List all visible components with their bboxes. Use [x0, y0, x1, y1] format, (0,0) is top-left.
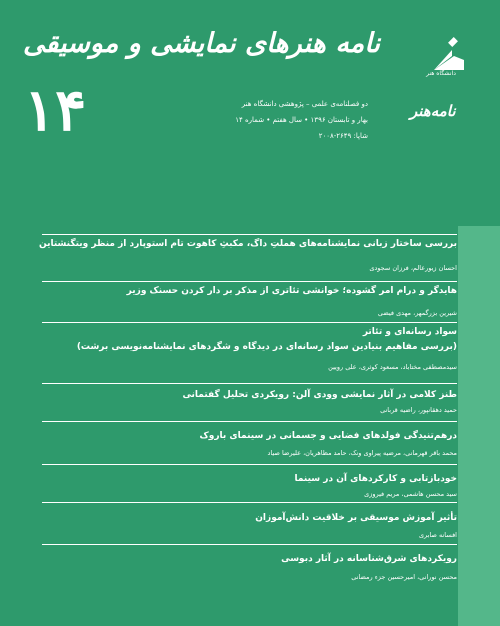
- article-authors: حمید دهقانپور، راضیه قربانی: [380, 406, 457, 414]
- article-title: تأثیر آموزش موسیقی بر خلاقیت دانش‌آموزان: [255, 513, 457, 523]
- article-title: رویکردهای شرق‌شناسانه در آثار دبوسی: [281, 554, 457, 564]
- divider: [42, 234, 457, 235]
- article-title: خودبازتابی و کارکردهای آن در سینما: [294, 474, 457, 484]
- divider: [42, 502, 457, 503]
- article-title: طنز کلامی در آثار نمایشی وودی آلن: رویکردی تحلیل گفتمانی: [182, 390, 457, 400]
- divider: [42, 544, 457, 545]
- article-authors: شیرین بزرگمهر، مهدی فیضی: [377, 309, 457, 317]
- article-title: بررسی ساختار زبانی نمایشنامه‌های هملتِ داگ، مکبثِ کاهوت تام استوپارد از منظر ویتگنشتاین: [38, 239, 457, 249]
- article-title: درهم‌تنیدگی فولدهای فضایی و جسمانی در سینمای باروک: [199, 431, 457, 441]
- article-authors: احسان زیورعالم، فرزان سجودی: [369, 264, 457, 272]
- journal-title: نامه هنرهای نمایشی و موسیقی: [23, 28, 380, 59]
- issue-date: بهار و تابستان ۱۳۹۶ • سال هفتم • شماره ۱۴: [235, 116, 368, 124]
- journal-subtitle: دو فصلنامه‌ی علمی – پژوهشی دانشگاه هنر: [241, 100, 368, 108]
- university-name: دانشگاه هنر: [426, 70, 456, 77]
- divider: [42, 421, 457, 422]
- article-authors: سیدمصطفی مختاباد، مسعود کوثری، علی رویین: [328, 363, 457, 371]
- article-title: سواد رسانه‌ای و تئاتر: [362, 327, 457, 337]
- article-authors: افسانه صابری: [418, 531, 457, 539]
- article-authors: سید محسن هاشمی، مریم فیروزی: [364, 490, 457, 498]
- side-band: [458, 226, 500, 626]
- divider: [42, 383, 457, 384]
- article-title: هایدگر و درام امر گشوده؛ خوانشی تئاتری از مذکر بر دار کردن حسنک وزیر: [126, 286, 457, 296]
- article-authors: محسن نورانی، امیرحسین جزء رمضانی: [351, 573, 457, 581]
- issue-number: ۱۴: [24, 76, 87, 144]
- article-title-line2: (بررسی مفاهیم بنیادین سواد رسانه‌ای در دیدگاه و شگردهای نمایشنامه‌نویسی برشت): [76, 342, 457, 352]
- divider: [42, 464, 457, 465]
- divider: [42, 322, 457, 323]
- divider: [42, 281, 457, 282]
- article-authors: محمد باقر قهرمانی، مرضیه پیراوی ونک، حامد مظاهریان، علیرضا صیاد: [267, 449, 457, 457]
- journal-signature: نامه‌هنر: [410, 102, 456, 120]
- issn: شاپا: ۲۶۴۹-۲۰۰۸: [318, 132, 368, 140]
- university-logo-icon: [428, 30, 470, 86]
